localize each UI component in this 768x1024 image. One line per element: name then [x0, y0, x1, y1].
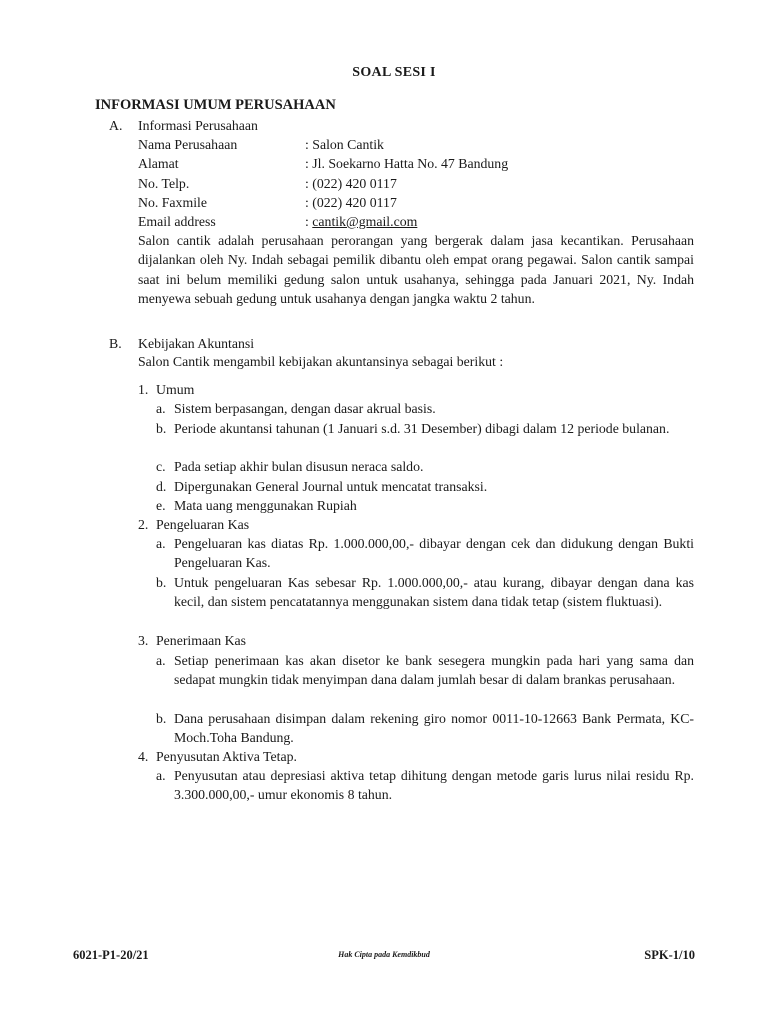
list-item-text: Penyusutan atau depresiasi aktiva tetap dihitung dengan metode garis lurus nilai residu Rp. 3.300.000,00,- umur ekonomis 8 tahun. — [174, 768, 694, 803]
group-number: 4. — [138, 749, 149, 764]
email-link[interactable]: cantik@gmail.com — [312, 214, 418, 229]
footer-code: 6021-P1-20/21 — [73, 948, 149, 962]
group-title-penyusutan: Penyusutan Aktiva Tetap. — [156, 749, 297, 764]
field-value-email — [305, 212, 417, 232]
item-letter: b. — [156, 711, 167, 726]
item-letter: b. — [156, 575, 167, 590]
field-value-address: : Jl. Soekarno Hatta No. 47 Bandung — [305, 156, 509, 171]
item-letter: a. — [156, 653, 166, 668]
group-number: 1. — [138, 382, 149, 397]
item-letter: e. — [156, 498, 166, 513]
section-a-label: Informasi Perusahaan — [138, 118, 258, 133]
section-b-label: Kebijakan Akuntansi — [138, 336, 255, 351]
list-item-text: Periode akuntansi tahunan (1 Januari s.d. 31 Desember) dibagi dalam 12 periode bulanan. — [174, 421, 670, 436]
group-title-umum: Umum — [156, 382, 195, 397]
list-item-text: Dana perusahaan disimpan dalam rekening giro nomor 0011-10-12663 Bank Permata, KC-Moch.Toha Bandung. — [174, 711, 694, 746]
list-item-text: Mata uang menggunakan Rupiah — [174, 498, 357, 513]
item-letter: b. — [156, 421, 167, 436]
item-letter: a. — [156, 536, 166, 551]
list-item-text: Untuk pengeluaran Kas sebesar Rp. 1.000.000,00,- atau kurang, dibayar dengan dana kas kecil, dan sistem pencatatannya menggunakan sistem dana tidak tetap (sistem fluktuasi). — [174, 575, 694, 610]
field-value-fax: : (022) 420 0117 — [305, 195, 397, 210]
section-b-intro: Salon Cantik mengambil kebijakan akuntansinya sebagai berikut : — [138, 354, 504, 369]
company-description: Salon cantik adalah perusahaan perorangan yang bergerak dalam jasa kecantikan. Perusahaan dijalankan oleh Ny. Indah sebagai pemilik dibantu oleh empat orang pegawai. Salon cantik sampai saat ini belum memiliki gedung salon untuk usahanya, sehingga pada Januari 2021, Ny. Indah menyewa sebuah gedung untuk usahanya dengan jangka waktu 2 tahun. — [138, 233, 694, 307]
list-item-text: Pada setiap akhir bulan disusun neraca saldo. — [174, 459, 424, 474]
field-label-email: Email address — [138, 214, 216, 229]
list-item-text: Pengeluaran kas diatas Rp. 1.000.000,00,- dibayar dengan cek dan didukung dengan Bukti Pengeluaran Kas. — [174, 536, 694, 571]
field-label-phone: No. Telp. — [138, 176, 190, 191]
footer-page: SPK-1/10 — [644, 948, 695, 962]
list-item-text: Dipergunakan General Journal untuk mencatat transaksi. — [174, 479, 488, 494]
item-letter: a. — [156, 401, 166, 416]
email-colon: : — [305, 214, 313, 229]
group-title-penerimaan-kas: Penerimaan Kas — [156, 633, 247, 648]
section-heading: INFORMASI UMUM PERUSAHAAN — [95, 97, 336, 113]
field-label-company-name: Nama Perusahaan — [138, 137, 238, 152]
field-label-address: Alamat — [138, 156, 179, 171]
list-item-text: Setiap penerimaan kas akan disetor ke bank sesegera mungkin pada hari yang sama dan sedapat mungkin tidak menyimpan dana dalam jumlah besar di dalam brankas perusahaan. — [174, 653, 694, 688]
field-value-company-name: : Salon Cantik — [305, 137, 384, 152]
group-title-pengeluaran-kas: Pengeluaran Kas — [156, 517, 250, 532]
section-b-letter: B. — [109, 336, 122, 351]
field-value-phone: : (022) 420 0117 — [305, 176, 397, 191]
field-label-fax: No. Faxmile — [138, 195, 207, 210]
item-letter: c. — [156, 459, 166, 474]
list-item-text: Sistem berpasangan, dengan dasar akrual basis. — [174, 401, 436, 416]
section-a-letter: A. — [109, 118, 123, 133]
item-letter: d. — [156, 479, 167, 494]
group-number: 3. — [138, 633, 149, 648]
group-number: 2. — [138, 517, 149, 532]
footer-copyright: Hak Cipta pada Kemdikbud — [338, 950, 430, 959]
page-title: SOAL SESI I — [352, 65, 436, 80]
item-letter: a. — [156, 768, 166, 783]
